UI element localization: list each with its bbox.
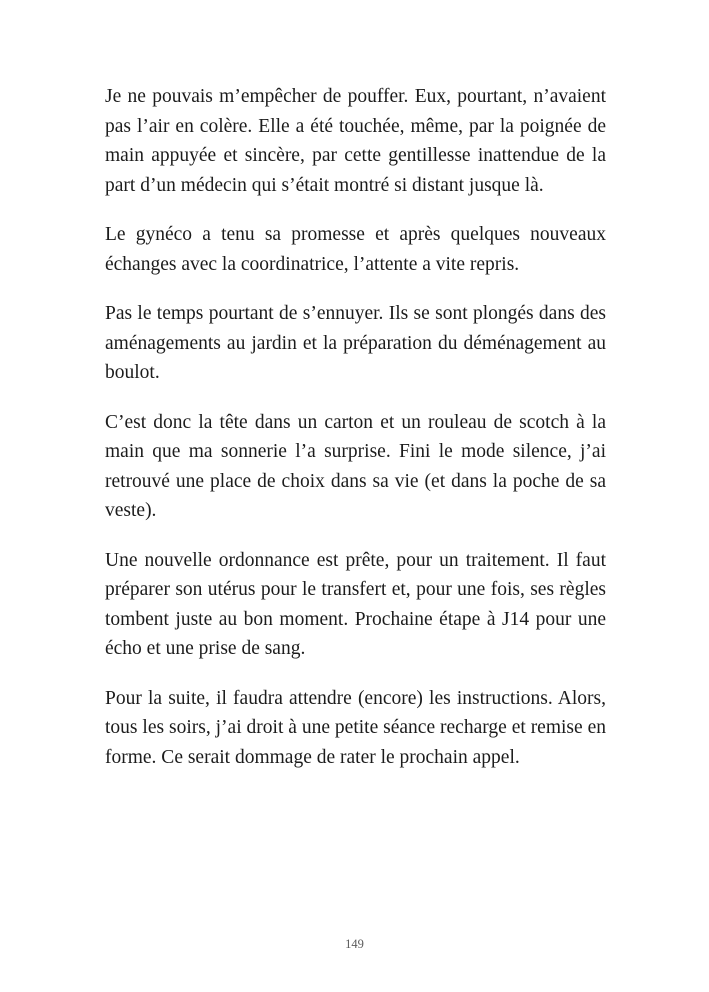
paragraph: Le gynéco a tenu sa promesse et après quelques nouveaux échanges avec la coordinatrice, l’attente a vite repris. (105, 224, 606, 275)
paragraph: Je ne pouvais m’empêcher de pouffer. Eux, pourtant, n’avaient pas l’air en colère. Elle a été touchée, même, par la poignée de main appuyée et sincère, par cette gentillesse inattendue de la part d’un médecin qui s’était montré si distant jusque là. (105, 86, 606, 196)
paragraph: C’est donc la tête dans un carton et un rouleau de scotch à la main que ma sonnerie l’a surprise. Fini le mode silence, j’ai retrouvé une place de choix dans sa vie (et dans la poche de sa veste). (105, 411, 606, 521)
paragraph: Pour la suite, il faudra attendre (encore) les instructions. Alors, tous les soirs, j’ai droit à une petite séance recharge et remise en forme. Ce serait dommage de rater le prochain appel. (105, 687, 606, 768)
paragraph: Une nouvelle ordonnance est prête, pour un traitement. Il faut préparer son utérus pour le transfert et, pour une fois, ses règles tombent juste au bon moment. Prochaine étape à J14 pour une écho et une prise de sang. (105, 549, 606, 659)
paragraph: Pas le temps pourtant de s’ennuyer. Ils se sont plongés dans des aménagements au jardin et la préparation du déménagement au boulot. (105, 303, 606, 383)
page-number: 149 (345, 937, 364, 951)
page-text (105, 82, 606, 772)
